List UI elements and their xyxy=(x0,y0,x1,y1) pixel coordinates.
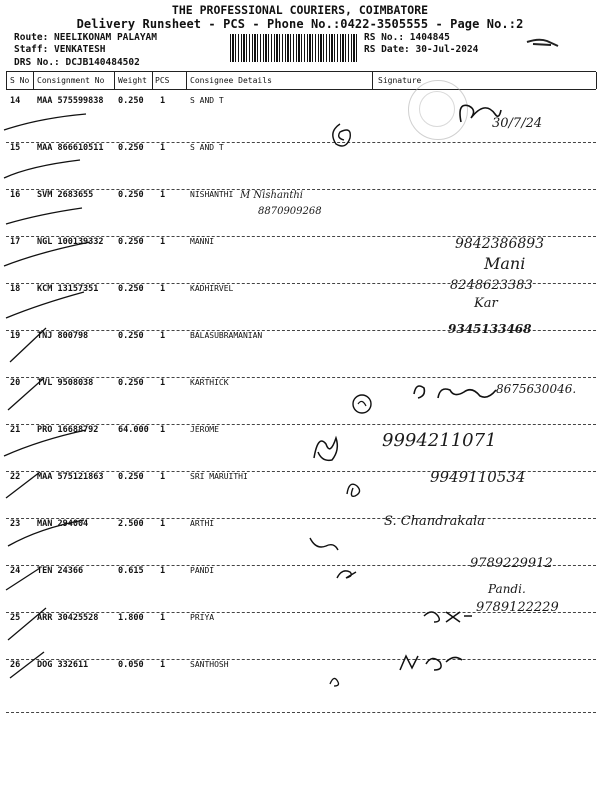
col-header-sno: S No xyxy=(10,76,30,85)
row-consignment: SVM 2683655 xyxy=(37,190,94,200)
staff-label: Staff: VENKATESH xyxy=(14,44,106,55)
drs-number: DRS No.: DCJB140484502 xyxy=(14,57,140,68)
handwritten-name: S. Chandrakala xyxy=(384,514,485,529)
col-header-pcs: PCS xyxy=(155,76,170,85)
row-sno: 21 xyxy=(10,425,21,435)
row-sno: 23 xyxy=(10,519,21,529)
handwritten-phone: 9949110534 xyxy=(430,468,526,486)
row-sno: 18 xyxy=(10,284,21,294)
handwritten-name: M Nishanthi xyxy=(240,190,303,201)
handwritten-phone: 9789122229 xyxy=(476,600,559,615)
row-sno: 25 xyxy=(10,613,21,623)
handwritten-name: Kar xyxy=(474,296,498,311)
row-consignee: SANTHOSH xyxy=(190,660,229,669)
row-weight: 0.250 xyxy=(118,143,144,153)
handwritten-date: 30/7/24 xyxy=(492,116,543,131)
handwritten-phone: 9345133468 xyxy=(448,322,532,336)
col-divider xyxy=(186,72,187,89)
pen-mark-icon xyxy=(525,36,561,50)
row-consignee: PRIYA xyxy=(190,613,215,622)
row-pcs: 1 xyxy=(160,331,166,341)
row-consignee: KARTHICK xyxy=(190,378,229,387)
handwritten-phone: 8675630046. xyxy=(496,382,577,396)
col-divider xyxy=(33,72,34,89)
route-label: Route: NEELIKONAM PALAYAM xyxy=(14,32,157,43)
row-consignment: DOG 332611 xyxy=(37,660,89,670)
header-bottom-rule xyxy=(6,89,596,90)
barcode-graphic xyxy=(230,34,358,62)
row-sno: 19 xyxy=(10,331,21,341)
row-consignment: NGL 100139332 xyxy=(37,237,104,247)
row-consignee: SRI MARUITHI xyxy=(190,472,248,481)
row-consignee: NISHANTHI xyxy=(190,190,234,199)
table-row xyxy=(0,660,600,707)
row-sno: 24 xyxy=(10,566,21,576)
row-consignee: PANDI xyxy=(190,566,215,575)
handwritten-phone: 9994211071 xyxy=(382,430,497,451)
col-divider xyxy=(596,72,597,89)
row-consignment: MAA 575599838 xyxy=(37,96,104,106)
row-sno: 15 xyxy=(10,143,21,153)
row-consignment: MAA 866610511 xyxy=(37,143,104,153)
row-sno: 26 xyxy=(10,660,21,670)
row-consignment: TVL 9508038 xyxy=(37,378,94,388)
handwritten-phone: 9842386893 xyxy=(455,236,545,252)
row-consignee: S AND T xyxy=(190,143,224,152)
runsheet-subtitle: Delivery Runsheet - PCS - Phone No.:0422-3505555 - Page No.:2 xyxy=(76,17,524,31)
row-pcs: 1 xyxy=(160,96,166,106)
row-weight: 0.250 xyxy=(118,190,144,200)
col-divider xyxy=(372,72,373,89)
row-weight: 0.250 xyxy=(118,284,144,294)
company-title: THE PROFESSIONAL COURIERS, COIMBATORE xyxy=(171,3,429,17)
row-weight: 0.250 xyxy=(118,472,144,482)
col-divider xyxy=(152,72,153,89)
col-divider xyxy=(6,72,7,89)
row-consignment: MAN 294004 xyxy=(37,519,89,529)
row-weight: 2.500 xyxy=(118,519,144,529)
handwritten-name: Mani xyxy=(484,254,526,273)
handwritten-name: Pandi. xyxy=(488,582,526,596)
row-sno: 20 xyxy=(10,378,21,388)
row-sno: 14 xyxy=(10,96,21,106)
row-weight: 64.000 xyxy=(118,425,149,435)
row-consignee: ARTHI xyxy=(190,519,215,528)
row-pcs: 1 xyxy=(160,284,166,294)
col-header-signature: Signature xyxy=(378,76,422,85)
row-consignee: BALASUBRAMANIAN xyxy=(190,331,263,340)
table-row xyxy=(0,143,600,190)
table-row xyxy=(0,331,600,378)
row-consignment: ARR 30425528 xyxy=(37,613,99,623)
row-consignee: KADHIRVEL xyxy=(190,284,234,293)
row-pcs: 1 xyxy=(160,613,166,623)
row-weight: 1.800 xyxy=(118,613,144,623)
header-top-rule xyxy=(6,71,596,72)
row-pcs: 1 xyxy=(160,378,166,388)
col-header-weight: Weight xyxy=(118,76,147,85)
col-header-consignee: Consignee Details xyxy=(190,76,272,85)
row-divider xyxy=(6,712,596,713)
table-row xyxy=(0,613,600,660)
row-consignment: MAA 575121863 xyxy=(37,472,104,482)
table-row xyxy=(0,425,600,472)
row-sno: 16 xyxy=(10,190,21,200)
handwritten-phone: 9789229912 xyxy=(470,556,553,571)
row-pcs: 1 xyxy=(160,425,166,435)
row-consignment: TNJ 800798 xyxy=(37,331,89,341)
row-weight: 0.250 xyxy=(118,378,144,388)
row-pcs: 1 xyxy=(160,660,166,670)
row-pcs: 1 xyxy=(160,472,166,482)
row-consignment: PRO 16688792 xyxy=(37,425,99,435)
rs-date: RS Date: 30-Jul-2024 xyxy=(364,44,479,55)
handwritten-phone: 8870909268 xyxy=(258,206,322,217)
row-pcs: 1 xyxy=(160,566,166,576)
handwritten-phone: 8248623383 xyxy=(450,278,533,293)
row-weight: 0.050 xyxy=(118,660,144,670)
rs-number: RS No.: 1404845 xyxy=(364,32,450,43)
row-consignee: JEROME xyxy=(190,425,219,434)
row-pcs: 1 xyxy=(160,237,166,247)
row-sno: 22 xyxy=(10,472,21,482)
row-weight: 0.615 xyxy=(118,566,144,576)
row-pcs: 1 xyxy=(160,190,166,200)
row-consignment: TEN 24366 xyxy=(37,566,84,576)
row-weight: 0.250 xyxy=(118,96,144,106)
row-consignee: MANNI xyxy=(190,237,215,246)
company-stamp xyxy=(408,80,468,140)
row-consignee: S AND T xyxy=(190,96,224,105)
col-header-consignment: Consignment No xyxy=(37,76,105,85)
row-weight: 0.250 xyxy=(118,237,144,247)
row-pcs: 1 xyxy=(160,519,166,529)
row-pcs: 1 xyxy=(160,143,166,153)
col-divider xyxy=(114,72,115,89)
row-consignment: KCM 13157351 xyxy=(37,284,99,294)
row-sno: 17 xyxy=(10,237,21,247)
row-weight: 0.250 xyxy=(118,331,144,341)
